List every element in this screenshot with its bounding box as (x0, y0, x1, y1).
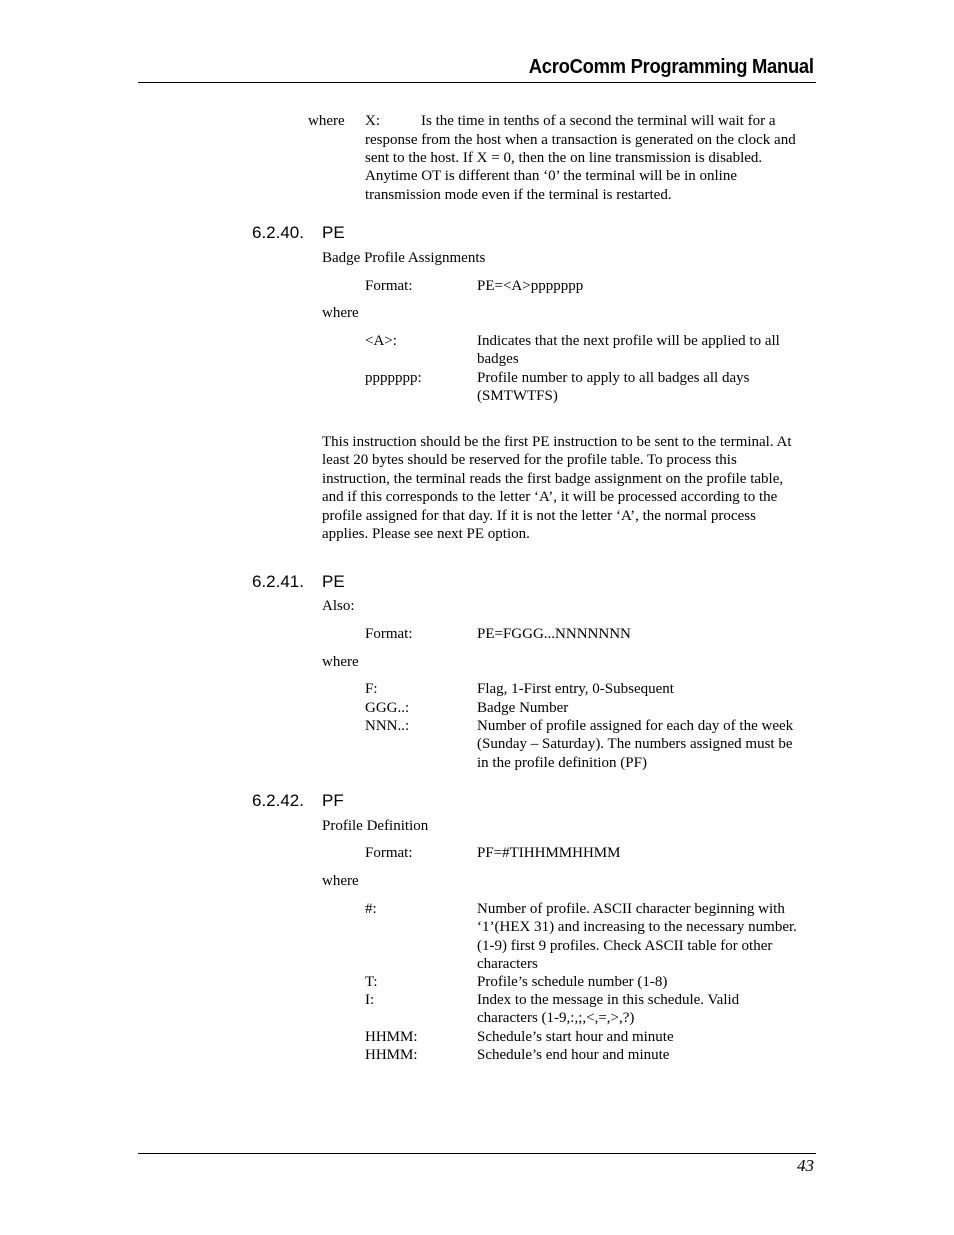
param-term: HHMM: (365, 1029, 418, 1045)
param-description: Profile number to apply to all badges all days (SMTWTFS) (477, 370, 750, 405)
format-label: Format: (365, 626, 413, 642)
param-description: Number of profile assigned for each day of the week (Sunday – Saturday). The numbers assigned must be in the profile definition (PF) (477, 718, 794, 771)
section-heading-6-2-42: 6.2.42. PF (252, 791, 344, 810)
param-description: Profile’s schedule number (1-8) (477, 974, 668, 990)
section-subtitle: Profile Definition (322, 818, 429, 834)
format-label: Format: (365, 278, 413, 294)
param-description: Flag, 1-First entry, 0-Subsequent (477, 681, 674, 697)
param-term: HHMM: (365, 1047, 418, 1063)
param-description: Badge Number (477, 699, 569, 716)
param-description: Schedule’s end hour and minute (477, 1047, 670, 1063)
manual-title: AcroComm Programming Manual (529, 56, 814, 78)
format-value: PE=<A>ppppppp (477, 278, 584, 294)
where-label: where (322, 873, 359, 889)
param-term: #: (365, 901, 377, 917)
intro-where: where (308, 113, 345, 129)
section-heading-6-2-40: 6.2.40. PE (252, 223, 345, 242)
intro-description: response from the host when a transaction is generated on the clock and sent to the host. If X = 0, then the on line transmission is disabled. Anytime OT is different than ‘0’ the terminal will be in online transmission mode even if the terminal is restarted. (365, 131, 796, 203)
format-label: Format: (365, 845, 413, 861)
param-term: I: (365, 992, 375, 1008)
param-description: Schedule’s start hour and minute (477, 1029, 674, 1045)
param-term: <A>: (365, 333, 397, 349)
param-description: Indicates that the next profile will be applied to all badges (477, 333, 780, 368)
param-term: GGG..: (365, 699, 410, 716)
format-value: PE=FGGG...NNNNNNN (477, 626, 631, 642)
param-term: F: (365, 681, 378, 697)
param-term: T: (365, 974, 378, 990)
param-description: Number of profile. ASCII character beginning with ‘1’(HEX 31) and increasing to the necessary number. (1-9) first 9 profiles. Check ASCII table for other characters (477, 901, 797, 973)
header-rule (138, 82, 816, 83)
section-heading-6-2-41: 6.2.41. PE (252, 572, 345, 591)
intro-first-line: Is the time in tenths of a second the terminal will wait for a (421, 113, 776, 129)
footer-rule (138, 1153, 816, 1154)
page-number: 43 (797, 1156, 814, 1175)
section-subtitle: Also: (322, 598, 355, 614)
where-label: where (322, 305, 359, 321)
intro-term: X: (365, 113, 380, 129)
format-value: PF=#TIHHMMHHMM (477, 845, 621, 861)
section-paragraph: This instruction should be the first PE instruction to be sent to the terminal. At least 20 bytes should be reserved for the profile table. To process this instruction, the terminal reads the first badge assignment on the profile table, and if this corresponds to the letter ‘A’, it will be processed according to the profile assigned for that day. If it is not the letter ‘A’, the normal process applies. Please see next PE option. (322, 434, 792, 543)
param-term: NNN..: (365, 718, 410, 734)
param-description: Index to the message in this schedule. Valid characters (1-9,:,;,<,=,>,?) (477, 992, 740, 1027)
param-term: ppppppp: (365, 370, 422, 386)
where-label: where (322, 654, 359, 670)
section-subtitle: Badge Profile Assignments (322, 250, 486, 266)
